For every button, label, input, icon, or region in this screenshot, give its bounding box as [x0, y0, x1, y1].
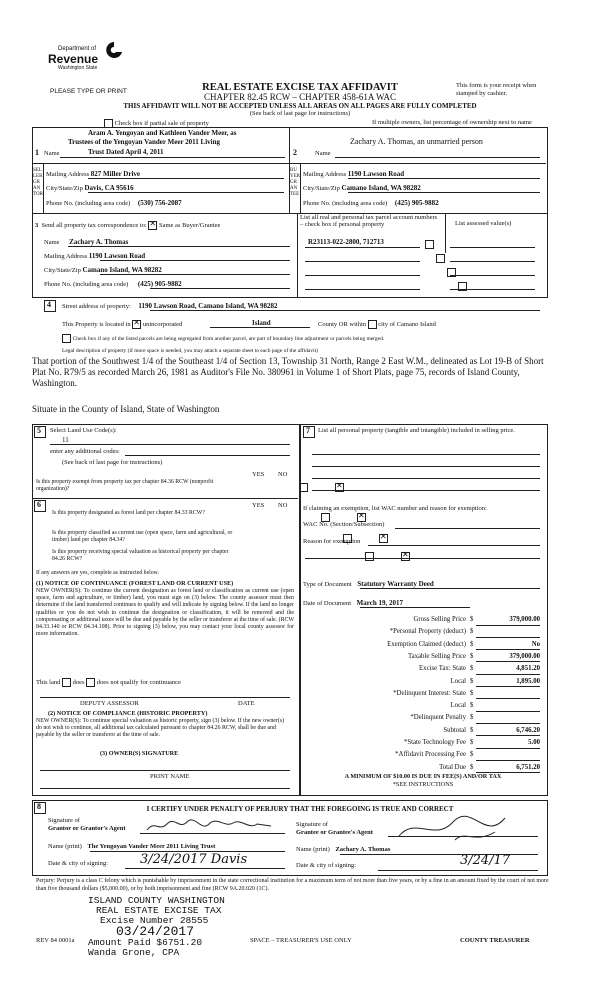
- unincorporated-label: unincorporated: [142, 320, 183, 328]
- grantee-signature: [395, 812, 525, 848]
- section-5-number: 5: [37, 426, 41, 435]
- notice-compliance-title: (2) NOTICE OF COMPLIANCE (HISTORIC PROPERTY): [48, 710, 208, 717]
- tax-row-dollar: $: [470, 652, 474, 660]
- s5-see-back: (See back of last page for instructions): [62, 459, 163, 466]
- logo-line1: Department of: [58, 46, 97, 52]
- personal-property-label: List all personal property (tangible and intangible) included in selling price.: [318, 427, 515, 434]
- if-yes-note: If any answers are yes, complete as instructed below.: [36, 570, 159, 576]
- seller-address-label: Mailing Address: [46, 171, 90, 178]
- perjury-text: Perjury: Perjury is a class C felony which is punishable by imprisonment in the state correctional institution for a maximum term of not more than five years, or by a fine in an amount fixed by the court of not more than five thousand dollars ($5,000.00), or by both imprisonment and fine (RCW 9A.20.020 (1C).: [36, 878, 549, 892]
- s3-name: Zachary A. Thomas: [69, 238, 129, 246]
- tax-row-dollar: $: [470, 628, 474, 636]
- tax-row-label: *Personal Property (deduct): [389, 628, 466, 636]
- s3-phone: (425) 905-9882: [137, 280, 182, 288]
- see-back-note: (See back of last page for instructions): [249, 110, 351, 117]
- grantee-sig-label2: Grantee or Grantee's Agent: [296, 829, 373, 836]
- doc-type-label: Type of Document: [303, 581, 352, 588]
- exemption-claim-label: If claiming an exemption, list WAC number and reason for exemption:: [303, 505, 487, 512]
- tax-row-value: 5.00: [528, 739, 540, 746]
- parcel-heading: List all real and personal tax parcel account numbers – check box if personal property: [300, 214, 438, 228]
- tax-row-dollar: $: [470, 702, 474, 710]
- form-title: REAL ESTATE EXCISE TAX AFFIDAVIT: [202, 82, 398, 93]
- seller-vertical-label: SELLER GRANTOR: [33, 168, 43, 197]
- section-1-number: 1: [35, 148, 39, 157]
- grantor-signature: [145, 818, 275, 834]
- tax-row-line: [476, 748, 540, 749]
- rev-number: REV 84 0001a: [36, 937, 75, 944]
- buyer-address-label: Mailing Address: [303, 171, 347, 178]
- does-not-label: does not qualify for continuance: [96, 678, 181, 686]
- tax-row-label: Local: [450, 702, 466, 710]
- tax-row-dollar: $: [470, 616, 474, 623]
- tax-row-label: Total Due: [439, 763, 466, 771]
- tax-row-value: 1,895.00: [516, 677, 540, 685]
- tax-row-dollar: $: [470, 640, 474, 648]
- notice-continuance-title: (1) NOTICE OF CONTINUANCE (FOREST LAND OR CURRENT USE): [36, 580, 234, 587]
- tax-row-line: [476, 637, 540, 638]
- tax-row-dollar: $: [470, 665, 474, 673]
- s3-city: Camano Island, WA 98282: [82, 266, 162, 274]
- logo-line3: Washington State: [58, 65, 98, 71]
- grantee-name-label: Name (print): [296, 846, 330, 853]
- tax-row-line: [476, 674, 540, 675]
- county-stamp: [88, 896, 225, 958]
- form-chapter: CHAPTER 82.45 RCW – CHAPTER 458-61A WAC: [204, 92, 396, 102]
- tax-row-label: *State Technology Fee: [403, 739, 466, 746]
- form-warning: THIS AFFIDAVIT WILL NOT BE ACCEPTED UNLESS ALL AREAS ON ALL PAGES ARE FULLY COMPLETED: [123, 102, 477, 110]
- seller-city: Davis, CA 95616: [84, 184, 134, 192]
- additional-codes-label: enter any additional codes:: [50, 448, 120, 455]
- segregated-checkbox[interactable]: [62, 334, 71, 343]
- receipt-note: This form is your receipt when stamped by cashier.: [456, 82, 537, 97]
- certify-text: I CERTIFY UNDER PENALTY OF PERJURY THAT THE FOREGOING IS TRUE AND CORRECT: [146, 805, 454, 813]
- tax-row-dollar: $: [470, 751, 474, 759]
- legal-label: Legal description of property (if more space is needed, you may attach a separate sheet to each page of the affidavit): [62, 348, 318, 354]
- same-as-buyer-label: Same as Buyer/Grantee: [158, 221, 221, 229]
- buyer-phone: (425) 905-9882: [394, 199, 439, 207]
- tax-row-value: 6,751.20: [516, 763, 540, 771]
- seller-address: 827 Miller Drive: [90, 170, 141, 178]
- section-4-number: 4: [47, 300, 51, 309]
- street-address: 1190 Lawson Road, Camano Island, WA 98282: [138, 302, 278, 310]
- grantor-date: 3/24/2017 Davis: [140, 852, 248, 867]
- buyer-address: 1190 Lawson Road: [347, 170, 405, 178]
- doc-type: Statutory Warranty Deed: [357, 580, 434, 588]
- buyer-city-label: City/State/Zip: [303, 185, 340, 192]
- multiple-owners-note: If multiple owners, list percentage of ownership next to name: [372, 119, 532, 126]
- current-use-question: Is this property classified as current use (open space, farm and agricultural, or timber) land per chapter 84.34?: [52, 530, 233, 543]
- tax-row-dollar: $: [470, 677, 474, 685]
- section-3-heading: Send all property tax correspondence to:: [41, 221, 147, 229]
- this-land-label: This land: [36, 678, 61, 686]
- city-of-label: city of Camano Island: [378, 320, 436, 328]
- s6-no-header: NO: [278, 502, 288, 509]
- grantor-name: The Yengoyan Vander Meer 2011 Living Trust: [87, 843, 216, 850]
- buyer-city: Camano Island, WA 98282: [341, 184, 421, 192]
- tax-row-label: Gross Selling Price: [413, 616, 466, 623]
- tax-row-dollar: $: [470, 726, 474, 734]
- tax-row-label: Local: [450, 677, 466, 685]
- stamp-line4: 03/24/2017: [116, 924, 195, 939]
- stamp-line1: ISLAND COUNTY WASHINGTON: [88, 895, 225, 906]
- forest-question: Is this property designated as forest land per chapter 84.33 RCW?: [52, 510, 205, 516]
- parcel-2-checkbox[interactable]: [436, 254, 445, 263]
- section-2-number: 2: [293, 148, 297, 157]
- s3-address: 1190 Lawson Road: [88, 252, 146, 260]
- assessed-heading: List assessed value(s): [455, 220, 512, 227]
- seller-phone: (530) 756-2087: [137, 199, 182, 207]
- tax-row-label: Taxable Selling Price: [407, 652, 466, 660]
- stamp-line5: Amount Paid $6751.20: [88, 937, 203, 948]
- tax-row-line: [476, 661, 540, 662]
- stamp-line3: Excise Number 28555: [100, 915, 209, 926]
- logo: [44, 40, 124, 70]
- parcel-number: R23113-022-2800, 712713: [308, 238, 384, 246]
- logo-line2: Revenue: [48, 52, 99, 66]
- seller-name-line3: Trust Dated April 4, 2011: [88, 148, 164, 156]
- deputy-assessor-label: DEPUTY ASSESSOR: [80, 700, 139, 707]
- situate-text: Situate in the County of Island, State of Washington: [32, 404, 220, 414]
- tax-row-value: 6,746.20: [516, 726, 540, 734]
- s3-address-label: Mailing Address: [44, 253, 88, 260]
- tax-row-line: [476, 760, 540, 761]
- s3-city-label: City/State/Zip: [44, 267, 81, 274]
- s3-phone-label: Phone No. (including area code): [44, 281, 129, 288]
- grantee-sig-label1: Signature of: [296, 821, 328, 828]
- tax-row-dollar: $: [470, 714, 474, 722]
- tax-row-line: [476, 698, 540, 699]
- unincorporated-checkbox[interactable]: [132, 320, 141, 329]
- street-label: Street address of property:: [62, 303, 131, 310]
- county-or-label: County OR within: [318, 320, 367, 328]
- please-type: PLEASE TYPE OR PRINT: [50, 88, 127, 95]
- tax-row-label: *Delinquent Interest: State: [393, 689, 466, 697]
- tax-row-line: [476, 735, 540, 736]
- wac-label: WAC No. (Section/Subsection): [303, 521, 385, 528]
- does-checkbox[interactable]: [62, 678, 71, 687]
- grantee-name: Zachary A. Thomas: [335, 846, 391, 853]
- tax-row-line: [476, 649, 540, 650]
- tax-row-line: [476, 711, 540, 712]
- legal-description: That portion of the Southwest 1/4 of the Southeast 1/4 of Section 13, Township 31 North, Range 2 East W.M., delineated as Lot 19-B of Short Plat No. R79/5 as recorded March 26, 1981 as Auditor's File No. 380961 in Volume 1 of Short Plats, page 75, records of Island County, Washington.: [32, 356, 544, 388]
- parcel-1-checkbox[interactable]: [425, 240, 434, 249]
- tax-row-dollar: $: [470, 689, 474, 697]
- seller-name-line2: Trustees of the Yengoyan Vander Meer 2011 Living: [68, 138, 220, 146]
- tax-row-value: No: [531, 640, 540, 648]
- grantee-date-label: Date & city of signing:: [296, 862, 356, 869]
- section-6-number: 6: [37, 500, 41, 509]
- tax-row-dollar: $: [470, 739, 474, 746]
- section-3-number: 3: [35, 221, 39, 229]
- segregated-label: Check box if any of the listed parcels are being segregated from another parcel, are part of boundary line adjustment or parcels being merged.: [72, 335, 385, 342]
- tax-row-line: [476, 625, 540, 626]
- deputy-date-label: DATE: [238, 700, 255, 707]
- tax-row-label: *Delinquent Penalty: [410, 714, 466, 722]
- tax-row-line: [476, 723, 540, 724]
- doc-date-label: Date of Document: [303, 600, 352, 607]
- s5-no-header: NO: [278, 471, 288, 478]
- tax-row-label: Exemption Claimed (deduct): [387, 640, 466, 648]
- grantor-sig-label1: Signature of: [48, 817, 80, 824]
- grantee-date: 3/24/17: [460, 853, 511, 868]
- grantor-date-label: Date & city of signing:: [48, 860, 108, 867]
- reason-label: Reason for exemption: [303, 538, 361, 545]
- land-use-code: 11: [62, 436, 69, 444]
- seller-city-label: City/State/Zip: [46, 185, 83, 192]
- s3-name-label: Name: [44, 239, 60, 246]
- s6-yes-header: YES: [252, 502, 265, 509]
- exempt-question: Is this property exempt from property tax per chapter 84.36 RCW (nonprofit organization)?: [36, 479, 214, 492]
- located-label: This Property is located in: [62, 320, 131, 328]
- tax-row-line: [476, 686, 540, 687]
- buyer-name-label: Name: [315, 150, 331, 157]
- grantor-sig-label2: Grantor or Grantor's Agent: [48, 825, 126, 832]
- within-city-checkbox[interactable]: [368, 320, 377, 329]
- buyer-phone-label: Phone No. (including area code): [303, 200, 388, 207]
- historic-question: Is this property receiving special valuation as historical property per chapter 84.26 RCW?: [52, 549, 229, 562]
- tax-row-value: 379,000.00: [509, 616, 540, 623]
- notice-continuance-text: NEW OWNER(S): To continue the current designation as forest land or classification as current use (open space, farm and agriculture, or timber) land, you must sign on (3) below. The county assessor must then determine if the land transferred continues to qualify and will indicate by signing below. If the land no longer qualifies or you do not wish to continue the designation or classification, it will be removed and the compensating or additional taxes will be due and payable by the seller or transferor at the time of sale. (RCW 84.33.140 or RCW 84.34.108). Prior to signing (3) below, you may contact your local county assessor for more information.: [36, 588, 294, 638]
- does-not-checkbox[interactable]: [86, 678, 95, 687]
- tax-row-label: *Affidavit Processing Fee: [395, 751, 466, 759]
- buyer-vertical-label: BUYER GRANTEE: [290, 168, 300, 197]
- same-as-buyer-checkbox[interactable]: [148, 221, 157, 230]
- tax-row-label: Excise Tax: State: [419, 665, 466, 673]
- tax-row-dollar: $: [470, 763, 474, 771]
- section-7-number: 7: [306, 426, 310, 435]
- partial-sale-label: Check box if partial sale of property: [114, 119, 209, 127]
- see-instructions: *SEE INSTRUCTIONS: [392, 781, 454, 788]
- minimum-note: A MINIMUM OF $10.00 IS DUE IN FEE(S) AND/OR TAX: [344, 773, 502, 780]
- county-treasurer-label: COUNTY TREASURER: [460, 937, 530, 944]
- s5-yes-header: YES: [252, 471, 265, 478]
- land-use-label: Select Land Use Code(s):: [50, 427, 117, 434]
- buyer-name: Zachary A. Thomas, an unmarried person: [350, 137, 483, 146]
- owner-signature-label: (3) OWNER(S) SIGNATURE: [100, 750, 179, 757]
- print-name-label: PRINT NAME: [150, 773, 190, 780]
- stamp-line6: Wanda Grone, CPA: [88, 947, 180, 958]
- grantor-name-label: Name (print): [48, 843, 82, 850]
- tax-row-label: Subtotal: [443, 726, 466, 734]
- county-value: Island: [252, 319, 271, 327]
- seller-name-label: Name: [44, 150, 60, 157]
- stamp-line2: REAL ESTATE EXCISE TAX: [96, 905, 222, 916]
- treasurer-space-label: SPACE – TREASURER'S USE ONLY: [250, 937, 352, 944]
- logo-mark-icon: [104, 40, 124, 62]
- tax-row-value: 4,851.20: [516, 665, 540, 673]
- seller-name-line1: Aram A. Yengoyan and Kathleen Vander Meer, as: [88, 129, 237, 137]
- section-8-number: 8: [37, 802, 41, 811]
- notice-compliance-text: NEW OWNER(S): To continue special valuation as historic property, sign (3) below. If the new owner(s) do not wish to continue, all additional tax calculated pursuant to chapter 84.26 RCW, shall be due and payable by the seller or transferor at the time of sale.: [36, 718, 285, 739]
- tax-row-value: 379,000.00: [509, 652, 540, 660]
- does-label: does: [72, 678, 85, 686]
- doc-date: March 19, 2017: [356, 599, 403, 607]
- seller-phone-label: Phone No. (including area code): [46, 200, 131, 207]
